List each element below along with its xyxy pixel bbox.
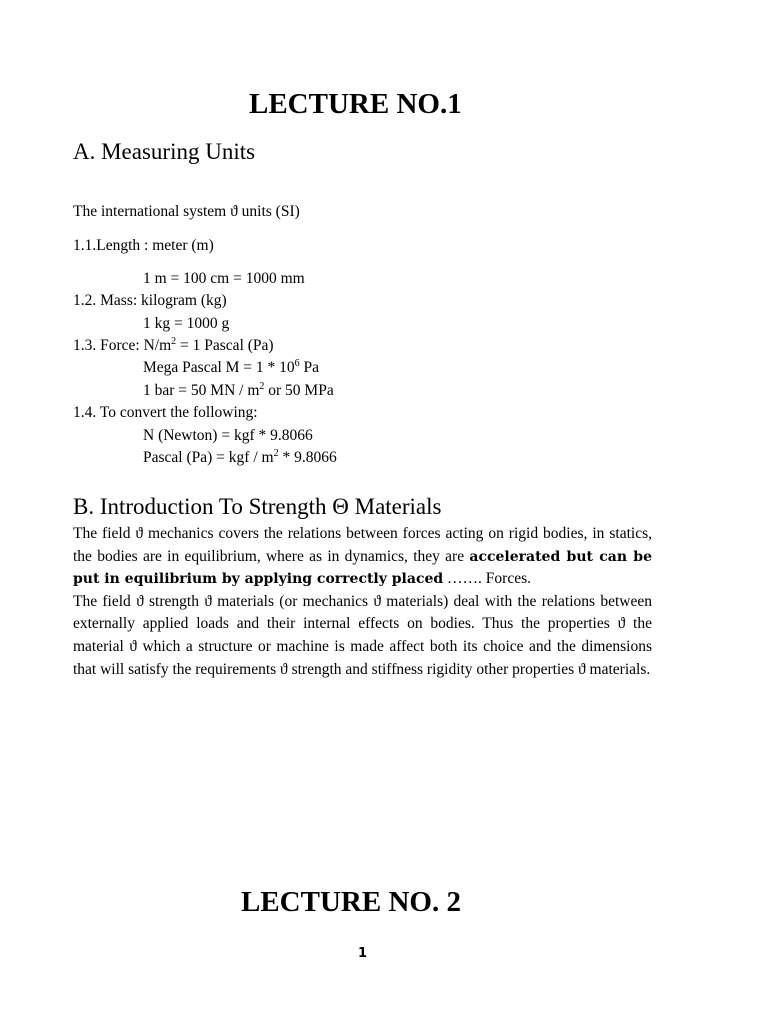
paragraph-1-bold: accelerated but can be put in equilibrium by applying correctly placed bbox=[73, 548, 652, 588]
pascal-text-end: * 9.8066 bbox=[278, 449, 337, 466]
mega-pascal-text: Mega Pascal M = 1 * 10 bbox=[143, 359, 295, 376]
lecture-1-title: LECTURE NO.1 bbox=[249, 88, 462, 120]
bar-text-end: or 50 MPa bbox=[264, 382, 334, 399]
force-text: 1.3. Force: N/m bbox=[73, 337, 172, 354]
mega-pascal-line bbox=[143, 359, 319, 377]
convert-line: 1.4. To convert the following: bbox=[73, 404, 258, 421]
mega-pascal-exponent: 6 bbox=[294, 357, 300, 369]
length-conversion-line: 1 m = 100 cm = 1000 mm bbox=[143, 270, 305, 287]
lecture-2-title: LECTURE NO. 2 bbox=[241, 886, 461, 918]
paragraph-1-end: ……. Forces. bbox=[443, 570, 531, 588]
bar-line bbox=[143, 382, 334, 400]
newton-line: N (Newton) = kgf * 9.8066 bbox=[143, 427, 313, 444]
bar-text: 1 bar = 50 MN / m bbox=[143, 382, 260, 399]
length-line: 1.1.Length : meter (m) bbox=[73, 237, 214, 254]
si-intro-line: The international system ϑ units (SI) bbox=[73, 203, 300, 220]
force-exponent: 2 bbox=[171, 335, 177, 347]
force-text-end: = 1 Pascal (Pa) bbox=[176, 337, 274, 354]
paragraph-1 bbox=[73, 523, 652, 591]
section-b-heading: B. Introduction To Strength Θ Materials bbox=[73, 494, 442, 519]
pascal-line bbox=[143, 449, 337, 467]
mass-conversion-line: 1 kg = 1000 g bbox=[143, 315, 230, 332]
pascal-exponent: 2 bbox=[273, 447, 279, 459]
paragraph-1-start: The field ϑ mechanics covers the relations between forces acting on rigid bodies, in statics, the bodies are in equilibrium, where as in dynamics, they are bbox=[73, 525, 652, 565]
mass-line: 1.2. Mass: kilogram (kg) bbox=[73, 292, 227, 309]
bar-exponent: 2 bbox=[259, 380, 265, 392]
force-line bbox=[73, 337, 274, 355]
mega-pascal-text-end: Pa bbox=[299, 359, 320, 376]
paragraph-2: The field ϑ strength ϑ materials (or mechanics ϑ materials) deal with the relations between externally applied loads and their internal effects on bodies. Thus the properties ϑ the material ϑ which a structure or machine is made affect both its choice and the dimensions that will satisfy the requirements ϑ strength and stiffness rigidity other properties ϑ materials. bbox=[73, 592, 652, 678]
page-number: 1 bbox=[358, 946, 368, 961]
section-a-heading: A. Measuring Units bbox=[73, 139, 256, 164]
section-b-body bbox=[73, 523, 652, 681]
pascal-text: Pascal (Pa) = kgf / m bbox=[143, 449, 274, 466]
